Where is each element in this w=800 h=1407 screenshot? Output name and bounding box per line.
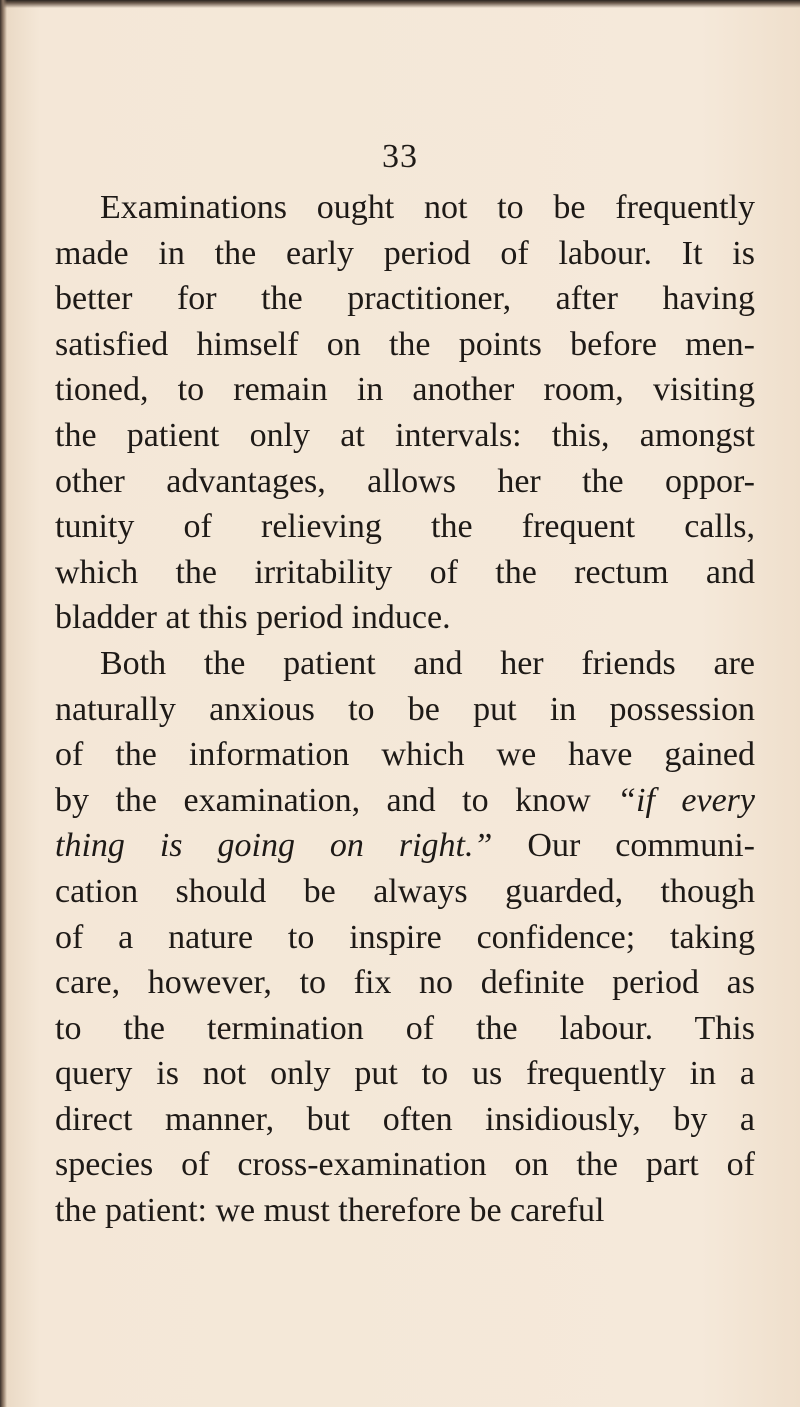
text-line: by the examination, and to know “if every	[55, 781, 756, 819]
text-line: better for the practitioner, after having	[55, 280, 755, 318]
page-gutter-edge	[0, 0, 7, 1407]
italic-quote: “if every	[617, 781, 756, 819]
body-text	[55, 185, 755, 1234]
text-line: care, however, to fix no definite period as	[55, 964, 755, 1002]
text-line: direct manner, but often insidiously, by a	[55, 1100, 755, 1138]
page-top-edge	[0, 0, 800, 8]
page-number: 33	[382, 138, 418, 175]
text-line: Both the patient and her friends are	[100, 644, 755, 682]
text-line: tunity of relieving the frequent calls,	[55, 508, 755, 546]
text-line: thing is going on right.” Our communi-	[55, 827, 755, 865]
text-line: tioned, to remain in another room, visiting	[55, 371, 755, 409]
text-line: cation should be always guarded, though	[55, 872, 755, 910]
text-line: the patient: we must therefore be careful	[55, 1192, 605, 1230]
text-line: naturally anxious to be put in possession	[55, 690, 755, 728]
text-line: species of cross-examination on the part of	[55, 1146, 755, 1184]
text-line: of a nature to inspire confidence; taking	[55, 918, 755, 956]
text-line: satisfied himself on the points before men-	[55, 325, 755, 363]
text-line: the patient only at intervals: this, amongst	[55, 416, 755, 454]
italic-quote: thing is going on right.”	[55, 827, 493, 865]
text-line: other advantages, allows her the oppor-	[55, 462, 755, 500]
text-line: of the information which we have gained	[55, 736, 755, 774]
text-line: Examinations ought not to be frequently	[100, 189, 755, 226]
text-line: made in the early period of labour. It is	[55, 234, 755, 272]
text-line: which the irritability of the rectum and	[55, 553, 755, 591]
text-line: to the termination of the labour. This	[55, 1009, 755, 1047]
text-line: bladder at this period induce.	[55, 599, 451, 637]
text-line: query is not only put to us frequently in a	[55, 1055, 755, 1093]
